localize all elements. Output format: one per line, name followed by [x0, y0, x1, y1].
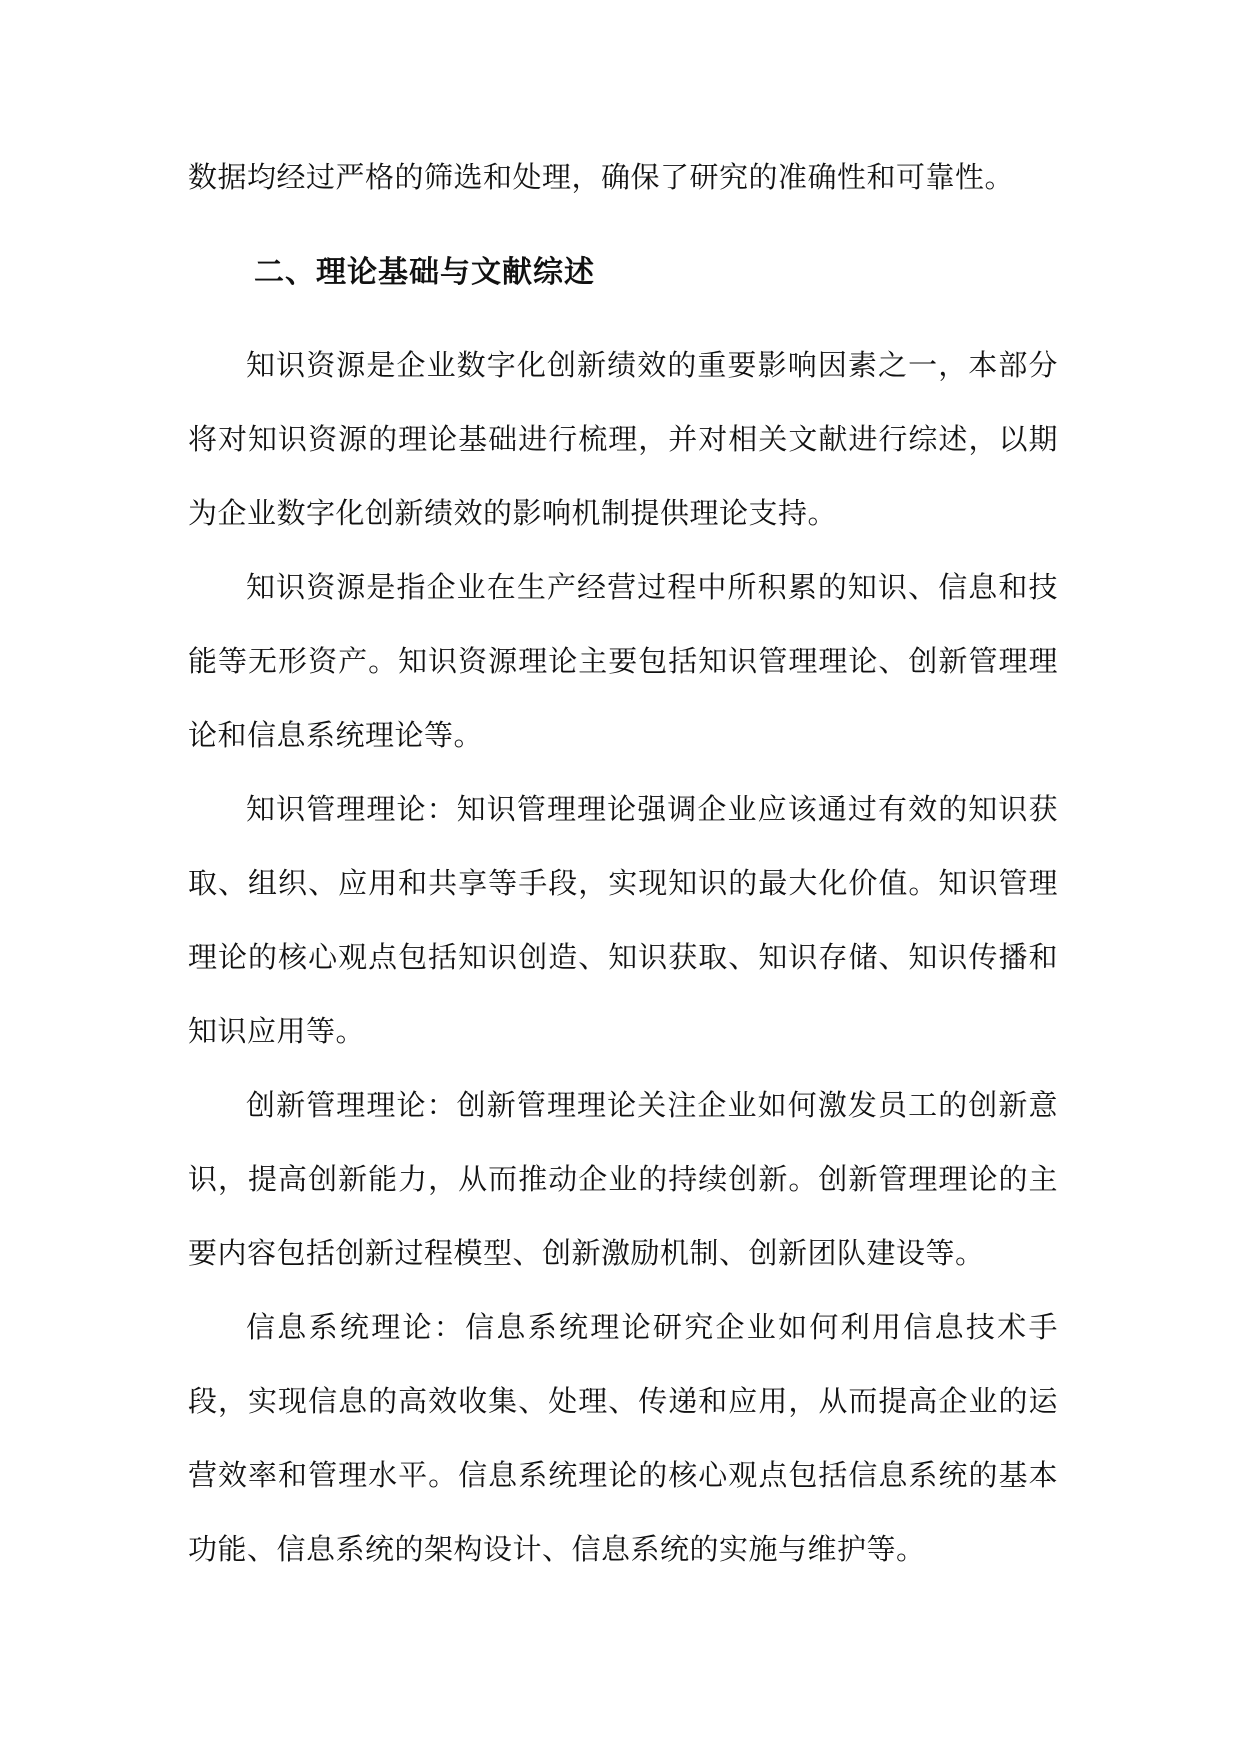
section-heading: 二、理论基础与文献综述 — [254, 255, 595, 290]
paragraph-information-systems: 信息系统理论：信息系统理论研究企业如何利用信息技术手段，实现信息的高效收集、处理、传递和应用，从而提高企业的运营效率和管理水平。信息系统理论的核心观点包括信息系统的基本功能、信息系统的架构设计、信息系统的实施与维护等。 — [188, 1310, 1058, 1566]
paragraph-intro: 知识资源是企业数字化创新绩效的重要影响因素之一，本部分将对知识资源的理论基础进行梳理，并对相关文献进行综述，以期为企业数字化创新绩效的影响机制提供理论支持。 — [188, 348, 1058, 530]
paragraph-continuation: 数据均经过严格的筛选和处理，确保了研究的准确性和可靠性。 — [188, 160, 1015, 194]
paragraph-innovation-management: 创新管理理论：创新管理理论关注企业如何激发员工的创新意识，提高创新能力，从而推动企业的持续创新。创新管理理论的主要内容包括创新过程模型、创新激励机制、创新团队建设等。 — [188, 1088, 1058, 1270]
paragraph-knowledge-management: 知识管理理论：知识管理理论强调企业应该通过有效的知识获取、组织、应用和共享等手段，实现知识的最大化价值。知识管理理论的核心观点包括知识创造、知识获取、知识存储、知识传播和知识应用等。 — [188, 792, 1058, 1048]
paragraph-definition: 知识资源是指企业在生产经营过程中所积累的知识、信息和技能等无形资产。知识资源理论主要包括知识管理理论、创新管理理论和信息系统理论等。 — [188, 570, 1058, 752]
page-content — [188, 140, 1058, 1586]
